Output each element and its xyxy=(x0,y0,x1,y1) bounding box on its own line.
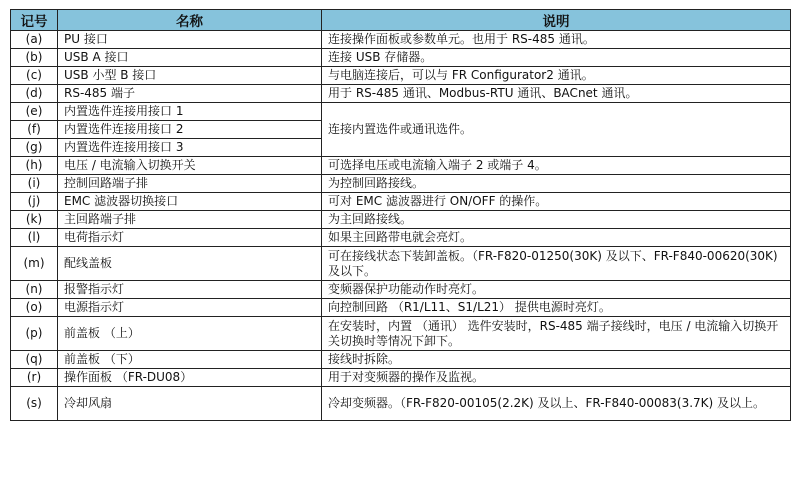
table-row xyxy=(11,157,791,175)
row-symbol: (r) xyxy=(11,369,58,387)
parts-description-table xyxy=(10,9,791,421)
row-name: 电源指示灯 xyxy=(58,299,322,317)
row-description: 冷却变频器。（FR-F820-00105(2.2K) 及以上、FR-F840-00083(3.7K) 及以上。 xyxy=(322,387,791,421)
row-symbol: (e) xyxy=(11,103,58,121)
header-symbol: 记号 xyxy=(11,10,58,31)
row-symbol: (h) xyxy=(11,157,58,175)
table-row xyxy=(11,317,791,351)
row-description: 为主回路接线。 xyxy=(322,211,791,229)
table-row xyxy=(11,369,791,387)
row-name: 前盖板 （上） xyxy=(58,317,322,351)
row-description: 用于对变频器的操作及监视。 xyxy=(322,369,791,387)
row-symbol: (n) xyxy=(11,281,58,299)
row-name: 电荷指示灯 xyxy=(58,229,322,247)
row-symbol: (o) xyxy=(11,299,58,317)
row-symbol: (c) xyxy=(11,67,58,85)
row-symbol: (q) xyxy=(11,351,58,369)
row-description: 连接 USB 存储器。 xyxy=(322,49,791,67)
row-symbol: (m) xyxy=(11,247,58,281)
table-row xyxy=(11,211,791,229)
row-name: 配线盖板 xyxy=(58,247,322,281)
row-name: EMC 滤波器切换接口 xyxy=(58,193,322,211)
row-symbol: (p) xyxy=(11,317,58,351)
row-symbol: (i) xyxy=(11,175,58,193)
row-name: PU 接口 xyxy=(58,31,322,49)
row-name: RS-485 端子 xyxy=(58,85,322,103)
table-row xyxy=(11,49,791,67)
table-row xyxy=(11,229,791,247)
row-name: 内置选件连接用接口 1 xyxy=(58,103,322,121)
row-description: 连接内置选件或通讯选件。 xyxy=(322,103,791,157)
table-row xyxy=(11,85,791,103)
row-description: 接线时拆除。 xyxy=(322,351,791,369)
row-name: 操作面板 （FR-DU08） xyxy=(58,369,322,387)
table-row xyxy=(11,299,791,317)
row-name: 前盖板 （下） xyxy=(58,351,322,369)
row-name: 电压 / 电流输入切换开关 xyxy=(58,157,322,175)
row-description: 如果主回路带电就会亮灯。 xyxy=(322,229,791,247)
table-row xyxy=(11,67,791,85)
row-symbol: (l) xyxy=(11,229,58,247)
row-symbol: (g) xyxy=(11,139,58,157)
row-description: 为控制回路接线。 xyxy=(322,175,791,193)
table-row xyxy=(11,281,791,299)
row-name: 内置选件连接用接口 3 xyxy=(58,139,322,157)
table-row xyxy=(11,31,791,49)
table-row xyxy=(11,351,791,369)
table-row xyxy=(11,103,791,121)
table-row xyxy=(11,193,791,211)
header-name: 名称 xyxy=(58,10,322,31)
row-name: 报警指示灯 xyxy=(58,281,322,299)
row-name: 内置选件连接用接口 2 xyxy=(58,121,322,139)
row-name: USB A 接口 xyxy=(58,49,322,67)
row-description: 向控制回路 （R1/L11、S1/L21） 提供电源时亮灯。 xyxy=(322,299,791,317)
parts-table-container xyxy=(10,9,790,485)
row-name: 控制回路端子排 xyxy=(58,175,322,193)
table-row xyxy=(11,387,791,421)
row-symbol: (s) xyxy=(11,387,58,421)
row-description: 用于 RS-485 通讯、Modbus-RTU 通讯、BACnet 通讯。 xyxy=(322,85,791,103)
row-description: 连接操作面板或参数单元。也用于 RS-485 通讯。 xyxy=(322,31,791,49)
header-description: 说明 xyxy=(322,10,791,31)
row-name: USB 小型 B 接口 xyxy=(58,67,322,85)
row-symbol: (j) xyxy=(11,193,58,211)
row-description: 在安装时，内置 （通讯） 选件安装时，RS-485 端子接线时，电压 / 电流输入切换开关切换时等情况下卸下。 xyxy=(322,317,791,351)
table-header-row xyxy=(11,10,791,31)
row-description: 可选择电压或电流输入端子 2 或端子 4。 xyxy=(322,157,791,175)
row-symbol: (k) xyxy=(11,211,58,229)
row-description: 可在接线状态下装卸盖板。（FR-F820-01250(30K) 及以下、FR-F840-00620(30K) 及以下。 xyxy=(322,247,791,281)
row-symbol: (f) xyxy=(11,121,58,139)
row-description: 可对 EMC 滤波器进行 ON/OFF 的操作。 xyxy=(322,193,791,211)
row-description: 变频器保护功能动作时亮灯。 xyxy=(322,281,791,299)
row-description: 与电脑连接后，可以与 FR Configurator2 通讯。 xyxy=(322,67,791,85)
row-symbol: (b) xyxy=(11,49,58,67)
row-name: 冷却风扇 xyxy=(58,387,322,421)
row-symbol: (d) xyxy=(11,85,58,103)
row-symbol: (a) xyxy=(11,31,58,49)
table-row xyxy=(11,175,791,193)
row-name: 主回路端子排 xyxy=(58,211,322,229)
table-row xyxy=(11,247,791,281)
